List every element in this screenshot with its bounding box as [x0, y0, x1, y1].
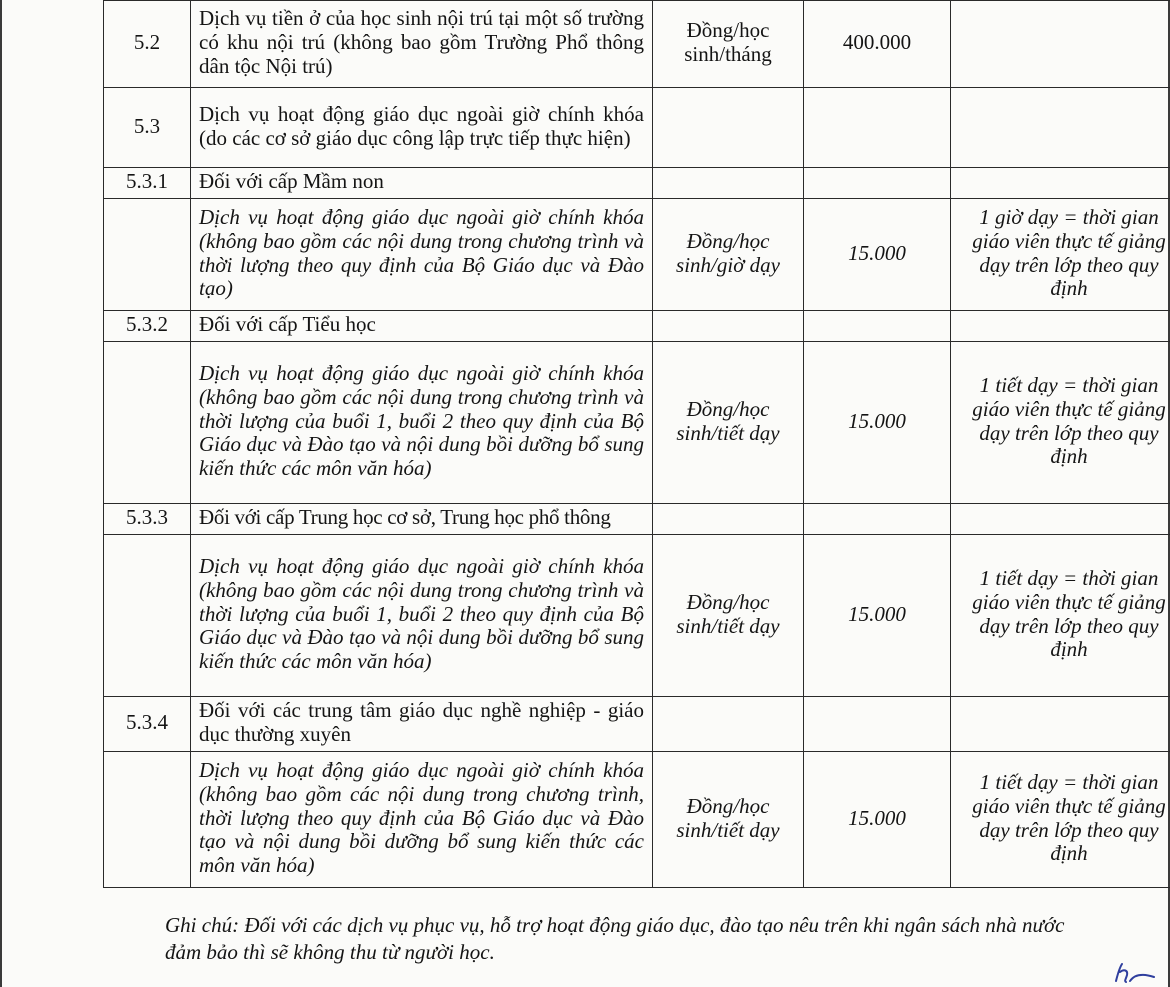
table-row [104, 535, 1170, 697]
table-row [104, 311, 1170, 342]
table-row [104, 168, 1170, 199]
price-cell: 400.000 [804, 1, 951, 88]
scan-edge-left [0, 0, 2, 987]
row-number: 5.3.3 [104, 504, 191, 535]
row-number: 5.3.4 [104, 697, 191, 752]
table-row [104, 752, 1170, 888]
service-name: Dịch vụ hoạt động giáo dục ngoài giờ chính khóa (không bao gồm các nội dung trong chương trình, thời lượng theo quy định của Bộ Giáo dục và Đào tạo và nội dung bồi dưỡng bổ sung kiến thức các môn văn hóa) [191, 752, 653, 888]
service-name: Dịch vụ hoạt động giáo dục ngoài giờ chính khóa (không bao gồm các nội dung trong chương trình và thời lượng theo quy định của Bộ Giáo dục và Đào tạo) [191, 199, 653, 311]
unit-cell: Đồng/học sinh/tiết dạy [653, 342, 804, 504]
price-cell: 15.000 [804, 752, 951, 888]
fee-table-container [103, 0, 1166, 888]
price-cell [804, 168, 951, 199]
service-name: Dịch vụ hoạt động giáo dục ngoài giờ chính khóa (không bao gồm các nội dung trong chương trình và thời lượng của buổi 1, buổi 2 theo quy định của Bộ Giáo dục và Đào tạo và nội dung bồi dưỡng bổ sung kiến thức các môn văn hóa) [191, 342, 653, 504]
unit-cell [653, 697, 804, 752]
row-number: 5.2 [104, 1, 191, 88]
unit-cell [653, 504, 804, 535]
row-number [104, 342, 191, 504]
footnote: Ghi chú: Đối với các dịch vụ phục vụ, hỗ trợ hoạt động giáo dục, đào tạo nêu trên khi ngân sách nhà nước đảm bảo thì sẽ không thu từ người học. [165, 913, 1065, 964]
note-cell [951, 504, 1170, 535]
service-name: Dịch vụ tiền ở của học sinh nội trú tại một số trường có khu nội trú (không bao gồm Trường Phổ thông dân tộc Nội trú) [191, 1, 653, 88]
price-cell: 15.000 [804, 342, 951, 504]
price-cell: 15.000 [804, 535, 951, 697]
note-cell: 1 tiết dạy = thời gian giáo viên thực tế giảng dạy trên lớp theo quy định [951, 752, 1170, 888]
fee-table [103, 0, 1170, 888]
unit-cell [653, 311, 804, 342]
note-cell [951, 697, 1170, 752]
service-name: Đối với cấp Tiểu học [191, 311, 653, 342]
note-cell: 1 tiết dạy = thời gian giáo viên thực tế giảng dạy trên lớp theo quy định [951, 342, 1170, 504]
unit-cell: Đồng/học sinh/giờ dạy [653, 199, 804, 311]
price-cell [804, 88, 951, 168]
unit-cell: Đồng/học sinh/tiết dạy [653, 752, 804, 888]
row-number: 5.3 [104, 88, 191, 168]
row-number [104, 199, 191, 311]
row-number [104, 535, 191, 697]
note-cell: 1 giờ dạy = thời gian giáo viên thực tế giảng dạy trên lớp theo quy định [951, 199, 1170, 311]
note-cell [951, 168, 1170, 199]
table-row [104, 1, 1170, 88]
service-name: Đối với các trung tâm giáo dục nghề nghiệp - giáo dục thường xuyên [191, 697, 653, 752]
table-row [104, 88, 1170, 168]
table-row [104, 504, 1170, 535]
price-cell [804, 697, 951, 752]
table-row [104, 697, 1170, 752]
note-cell [951, 88, 1170, 168]
table-row [104, 199, 1170, 311]
note-cell: 1 tiết dạy = thời gian giáo viên thực tế giảng dạy trên lớp theo quy định [951, 535, 1170, 697]
service-name: Đối với cấp Trung học cơ sở, Trung học phổ thông [191, 504, 653, 535]
note-cell [951, 1, 1170, 88]
price-cell: 15.000 [804, 199, 951, 311]
unit-cell [653, 88, 804, 168]
note-cell [951, 311, 1170, 342]
row-number [104, 752, 191, 888]
unit-cell: Đồng/học sinh/tiết dạy [653, 535, 804, 697]
service-name: Dịch vụ hoạt động giáo dục ngoài giờ chính khóa (không bao gồm các nội dung trong chương trình và thời lượng của buổi 1, buổi 2 theo quy định của Bộ Giáo dục và Đào tạo và nội dung bồi dưỡng bổ sung kiến thức các môn văn hóa) [191, 535, 653, 697]
handwritten-initials-mark [1072, 961, 1162, 987]
price-cell [804, 311, 951, 342]
row-number: 5.3.2 [104, 311, 191, 342]
unit-cell [653, 168, 804, 199]
row-number: 5.3.1 [104, 168, 191, 199]
service-name: Đối với cấp Mầm non [191, 168, 653, 199]
price-cell [804, 504, 951, 535]
table-row [104, 342, 1170, 504]
unit-cell: Đồng/học sinh/tháng [653, 1, 804, 88]
service-name: Dịch vụ hoạt động giáo dục ngoài giờ chính khóa (do các cơ sở giáo dục công lập trực tiếp thực hiện) [191, 88, 653, 168]
